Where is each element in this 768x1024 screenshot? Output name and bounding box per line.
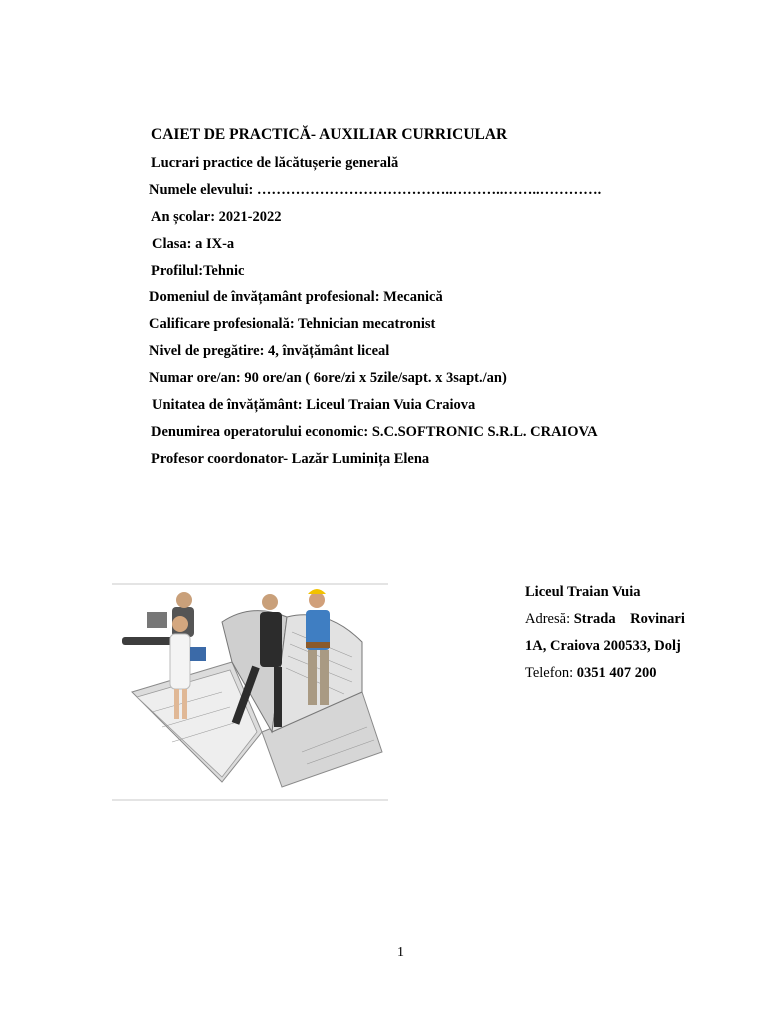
contact-address (525, 610, 685, 628)
contact-address-line2 (525, 637, 681, 655)
field-hours: Numar ore/an: 90 ore/an ( 6ore/zi x 5zile/sapt. x 3sapt./an) (149, 370, 507, 386)
field-coordinator: Profesor coordonator- Lazăr Luminița Elena (151, 451, 430, 467)
address-line-1: Strada Rovinari (573, 611, 685, 627)
document-title: CAIET DE PRACTICĂ- AUXILIAR CURRICULAR (151, 126, 508, 143)
page-number: 1 (397, 945, 404, 960)
field-training-level: Nivel de pregătire: 4, învățământ liceal (149, 343, 390, 359)
address-line-2: 1A, Craiova 200533, Dolj (525, 638, 681, 654)
field-profile: Profilul:Tehnic (151, 263, 245, 279)
document-subtitle: Lucrari practice de lăcătușerie generală (151, 155, 399, 171)
field-qualification: Calificare profesională: Tehnician mecatronist (149, 316, 436, 332)
contact-phone (525, 664, 656, 682)
contact-school-name (525, 583, 641, 601)
school-name: Liceul Traian Vuia (525, 584, 641, 600)
address-label: Adresă: (525, 611, 574, 627)
phone-number: 0351 407 200 (576, 665, 657, 681)
open-book-with-workers-illustration (112, 582, 388, 802)
phone-label: Telefon: (525, 665, 577, 681)
field-education-domain: Domeniul de învățamânt profesional: Mecanică (149, 289, 443, 305)
field-school-unit: Unitatea de învățământ: Liceul Traian Vuia Craiova (152, 397, 476, 413)
field-student-name: Numele elevului: …………………………………..………..……..…………. (149, 182, 602, 198)
field-school-year: An școlar: 2021-2022 (151, 209, 282, 225)
field-class: Clasa: a IX-a (152, 236, 235, 252)
field-operator: Denumirea operatorului economic: S.C.SOFTRONIC S.R.L. CRAIOVA (151, 424, 598, 440)
